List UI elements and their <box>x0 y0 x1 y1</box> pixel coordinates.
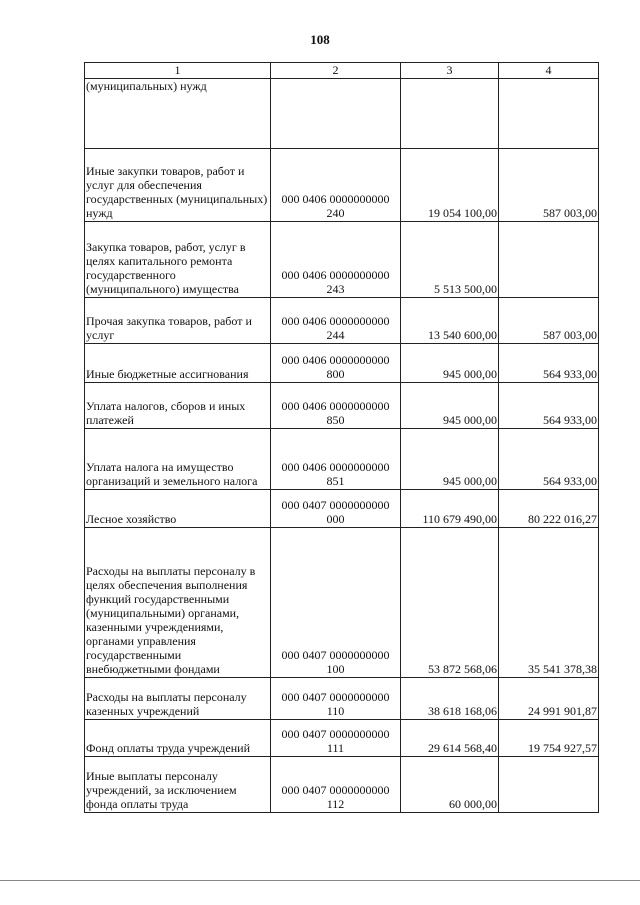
row-name: Уплата налога на имущество организаций и земельного налога <box>85 429 271 490</box>
row-code <box>271 528 401 678</box>
row-code-main: 000 0407 0000000000 <box>281 498 390 512</box>
row-amount-2: 564 933,00 <box>499 429 599 490</box>
row-amount-1: 945 000,00 <box>401 344 499 383</box>
row-code <box>271 222 401 298</box>
column-header: 2 <box>271 63 401 79</box>
row-code-main: 000 0406 0000000000 <box>281 268 390 282</box>
row-code-main: 000 0407 0000000000 <box>281 783 390 797</box>
row-name: Лесное хозяйство <box>85 490 271 528</box>
row-amount-2: 587 003,00 <box>499 149 599 222</box>
page-number: 108 <box>310 32 330 47</box>
row-name: Иные бюджетные ассигнования <box>85 344 271 383</box>
column-header: 1 <box>85 63 271 79</box>
column-header: 3 <box>401 63 499 79</box>
row-amount-2: 35 541 378,38 <box>499 528 599 678</box>
row-code-suffix: 110 <box>326 704 345 718</box>
row-code <box>271 383 401 429</box>
row-amount-2 <box>499 757 599 813</box>
row-amount-1 <box>401 79 499 149</box>
row-name: Расходы на выплаты персоналу казенных учреждений <box>85 678 271 720</box>
table-row <box>85 149 599 222</box>
row-code <box>271 757 401 813</box>
table-row <box>85 383 599 429</box>
row-amount-2: 564 933,00 <box>499 344 599 383</box>
row-amount-2 <box>499 79 599 149</box>
row-name: Иные закупки товаров, работ и услуг для обеспечения государственных (муниципальных) нужд <box>85 149 271 222</box>
row-code-suffix: 112 <box>326 797 345 811</box>
row-amount-2: 564 933,00 <box>499 383 599 429</box>
row-code-suffix: 850 <box>326 413 345 427</box>
row-amount-1: 13 540 600,00 <box>401 298 499 344</box>
row-code-suffix: 111 <box>326 741 345 755</box>
row-amount-2 <box>499 222 599 298</box>
row-code <box>271 490 401 528</box>
budget-table <box>84 62 599 813</box>
table-row <box>85 720 599 757</box>
row-code-main: 000 0407 0000000000 <box>281 648 390 662</box>
row-amount-1: 29 614 568,40 <box>401 720 499 757</box>
row-code-suffix: 244 <box>326 328 345 342</box>
row-code <box>271 720 401 757</box>
row-code-suffix: 243 <box>326 282 345 296</box>
row-name: Уплата налогов, сборов и иных платежей <box>85 383 271 429</box>
row-code <box>271 298 401 344</box>
row-code-main: 000 0406 0000000000 <box>281 353 390 367</box>
row-amount-2: 587 003,00 <box>499 298 599 344</box>
row-code-main: 000 0406 0000000000 <box>281 192 390 206</box>
table-row <box>85 678 599 720</box>
row-amount-2: 19 754 927,57 <box>499 720 599 757</box>
row-code-main: 000 0406 0000000000 <box>281 399 390 413</box>
row-name: Расходы на выплаты персоналу в целях обеспечения выполнения функций государственными (муниципальными) органами, казенными учреждениями, органами управления государственными внебюджетными фондами <box>85 528 271 678</box>
row-name: (муниципальных) нужд <box>85 79 271 149</box>
table-row <box>85 79 599 149</box>
row-name: Закупка товаров, работ, услуг в целях капитального ремонта государственного (муниципального) имущества <box>85 222 271 298</box>
table-header-row <box>85 63 599 79</box>
row-amount-1: 5 513 500,00 <box>401 222 499 298</box>
row-amount-1: 945 000,00 <box>401 429 499 490</box>
row-code-main: 000 0406 0000000000 <box>281 314 390 328</box>
row-code-main: 000 0406 0000000000 <box>281 460 390 474</box>
table-row <box>85 757 599 813</box>
table-row <box>85 429 599 490</box>
row-amount-2: 24 991 901,87 <box>499 678 599 720</box>
row-code-suffix: 000 <box>326 512 345 526</box>
row-name: Прочая закупка товаров, работ и услуг <box>85 298 271 344</box>
row-code-suffix: 800 <box>326 367 345 381</box>
row-name: Иные выплаты персоналу учреждений, за исключением фонда оплаты труда <box>85 757 271 813</box>
table-row <box>85 344 599 383</box>
row-code-suffix: 100 <box>326 662 345 676</box>
row-amount-2: 80 222 016,27 <box>499 490 599 528</box>
row-amount-1: 60 000,00 <box>401 757 499 813</box>
table-row <box>85 298 599 344</box>
row-amount-1: 19 054 100,00 <box>401 149 499 222</box>
row-code <box>271 678 401 720</box>
row-code <box>271 344 401 383</box>
row-code-main: 000 0407 0000000000 <box>281 727 390 741</box>
row-amount-1: 53 872 568,06 <box>401 528 499 678</box>
scan-edge-line <box>0 880 640 881</box>
table-row <box>85 528 599 678</box>
row-amount-1: 945 000,00 <box>401 383 499 429</box>
table-row <box>85 222 599 298</box>
table-row <box>85 490 599 528</box>
row-amount-1: 110 679 490,00 <box>401 490 499 528</box>
row-code <box>271 79 401 149</box>
row-name: Фонд оплаты труда учреждений <box>85 720 271 757</box>
row-code <box>271 149 401 222</box>
row-code-suffix: 240 <box>326 206 345 220</box>
row-code-suffix: 851 <box>326 474 345 488</box>
row-code <box>271 429 401 490</box>
row-amount-1: 38 618 168,06 <box>401 678 499 720</box>
row-code-main: 000 0407 0000000000 <box>281 690 390 704</box>
column-header: 4 <box>499 63 599 79</box>
